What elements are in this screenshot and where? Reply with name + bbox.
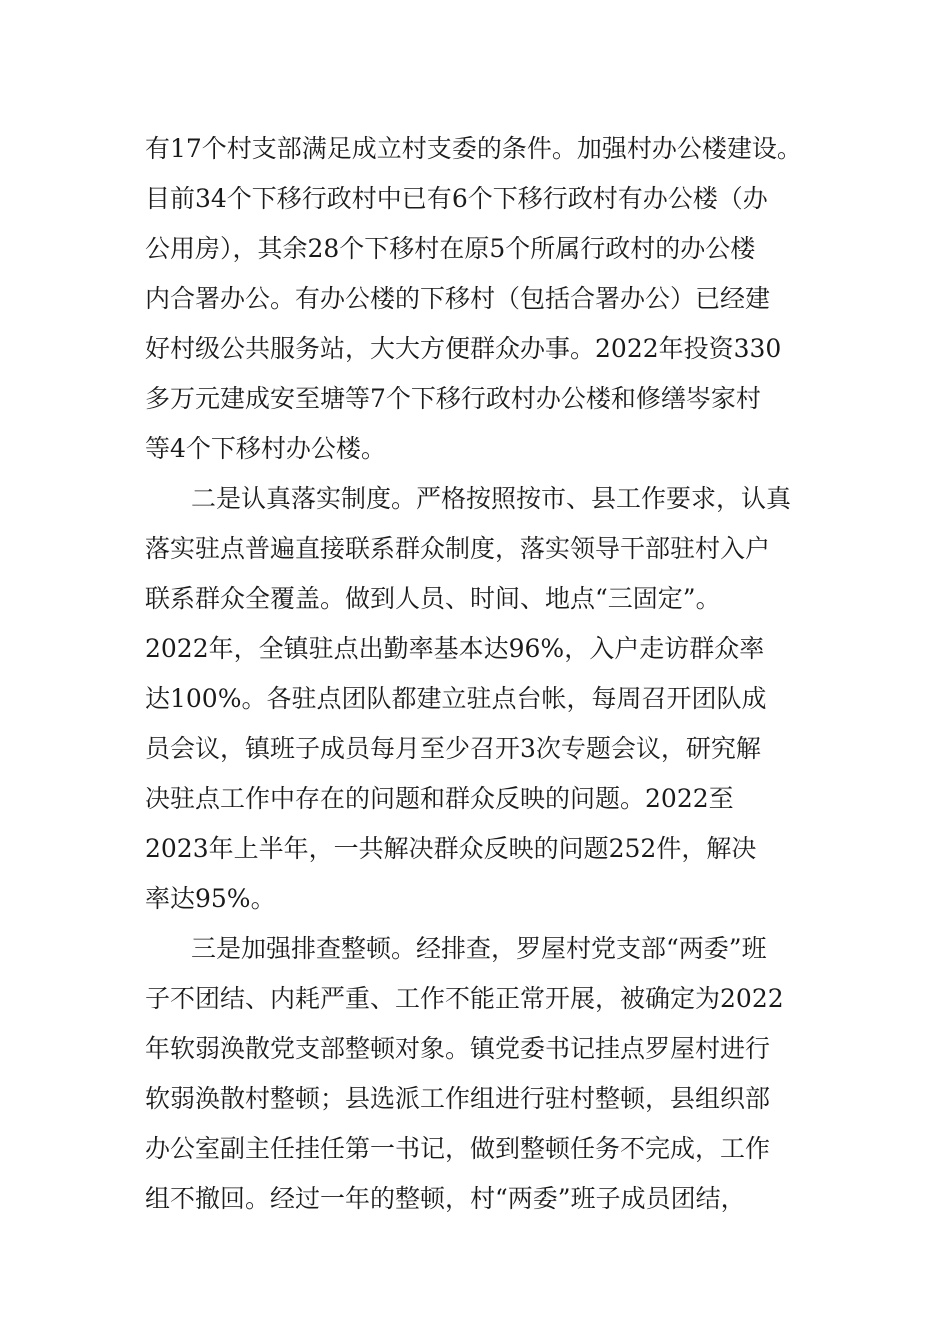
- paragraph-heading-line: 三是加强排查整顿。经排查，罗屋村党支部“两委”班: [191, 934, 767, 963]
- text-line: 公用房），其余28个下移村在原5个所属行政村的办公楼: [145, 234, 756, 263]
- text-line: 员会议，镇班子成员每月至少召开3次专题会议，研究解: [145, 734, 761, 763]
- text-line: 多万元建成安至塘等7个下移行政村办公楼和修缮岑家村: [145, 384, 761, 413]
- text-line: 年软弱涣散党支部整顿对象。镇党委书记挂点罗屋村进行: [145, 1034, 771, 1063]
- text-line: 好村级公共服务站，大大方便群众办事。2022年投资330: [145, 334, 782, 363]
- paragraph-heading-line: 二是认真落实制度。严格按照按市、县工作要求，认真: [191, 484, 792, 513]
- text-line: 等4个下移村办公楼。: [145, 434, 386, 463]
- text-line: 子不团结、内耗严重、工作不能正常开展，被确定为2022: [145, 984, 784, 1013]
- text-line: 有17个村支部满足成立村支委的条件。加强村办公楼建设。: [145, 134, 802, 163]
- text-line: 内合署办公。有办公楼的下移村（包括合署办公）已经建: [145, 284, 771, 313]
- text-line: 2023年上半年，一共解决群众反映的问题252件，解决: [145, 834, 757, 863]
- text-line: 联系群众全覆盖。做到人员、时间、地点“三固定”。: [145, 584, 721, 613]
- text-line: 落实驻点普遍直接联系群众制度，落实领导干部驻村入户: [145, 534, 771, 563]
- text-line: 目前34个下移行政村中已有6个下移行政村有办公楼（办: [145, 184, 768, 213]
- text-line: 组不撤回。经过一年的整顿，村“两委”班子成员团结，: [145, 1184, 746, 1213]
- text-line: 率达95%。: [145, 884, 276, 913]
- text-line: 软弱涣散村整顿；县选派工作组进行驻村整顿，县组织部: [145, 1084, 771, 1113]
- text-line: 2022年，全镇驻点出勤率基本达96%，入户走访群众率: [145, 634, 765, 663]
- text-line: 办公室副主任挂任第一书记，做到整顿任务不完成，工作: [145, 1134, 771, 1163]
- text-line: 达100%。各驻点团队都建立驻点台帐，每周召开团队成: [145, 684, 767, 713]
- text-line: 决驻点工作中存在的问题和群众反映的问题。2022至: [145, 784, 734, 813]
